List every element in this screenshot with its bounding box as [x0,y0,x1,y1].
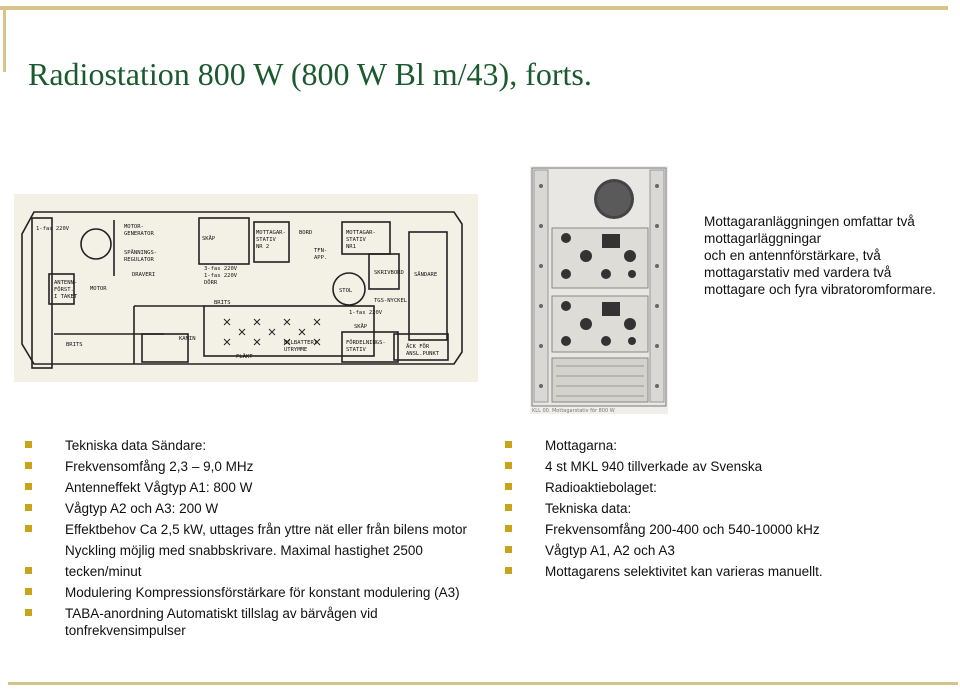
fp-label: STATIV [346,237,366,243]
receiver-specs-list [505,437,955,584]
fp-label: I TAKET [54,294,78,300]
list-item: Modulering Kompressionsförstärkare för konstant modulering (A3) [25,584,475,601]
photo-caption: KLL 00. Mottagarstativ för 800 W [532,408,615,414]
list-item: Mottagarna: [505,437,955,454]
fp-label: REGULATOR [124,257,154,263]
description-line: och en antennförstärkare, två [704,248,881,263]
bullet-icon [505,483,512,490]
page-title: Radiostation 800 W (800 W Bl m/43), forts. [28,56,592,92]
description-line: mottagarstativ med vardera två [704,265,892,280]
fp-label: FLÄKT [236,354,253,360]
transmitter-specs-list [25,437,475,643]
fp-label: BRITS [214,300,231,306]
fp-label: 1-fas 220V [204,273,238,279]
fp-label: STATIV [256,237,276,243]
fp-label: MOTOR [90,286,107,292]
fp-label: 3-fas 220V [204,266,238,272]
fp-label: SÄNDARE [414,272,438,278]
bottom-border [8,682,958,685]
bullet-icon [505,567,512,574]
fp-label: KAMIN [179,336,196,342]
list-item: Frekvensomfång 2,3 – 9,0 MHz [25,458,475,475]
list-item: TABA-anordning Automatiskt tillslag av bärvågen vid tonfrekvensimpulser [25,605,475,639]
fp-label: GENERATOR [124,231,154,237]
list-item: Frekvensomfång 200-400 och 540-10000 kHz [505,521,955,538]
description-line: mottagare och fyra vibratoromformare. [704,282,936,297]
bullet-icon [505,504,512,511]
fp-label: MOTOR- [124,224,144,230]
bullet-icon [505,525,512,532]
bullet-icon [505,546,512,553]
fp-label: STOL [339,288,353,294]
fp-label: NR 2 [256,244,270,250]
bullet-icon [25,567,32,574]
top-border [0,6,948,10]
bullet-icon [505,462,512,469]
list-item: Nyckling möjlig med snabbskrivare. Maximal hastighet 2500 [65,543,423,558]
list-item: Radioaktiebolaget: [505,479,955,496]
fp-label: ANSL.PUNKT [406,351,440,357]
bullet-icon [25,525,32,532]
fp-label: 1-fas 220V [36,226,70,232]
list-item: 4 st MKL 940 tillverkade av Svenska [505,458,955,475]
vehicle-floorplan-image [14,194,478,382]
left-border [3,6,6,72]
list-item: Mottagarens selektivitet kan varieras manuellt. [505,563,955,580]
fp-label: BRITS [66,342,83,348]
bullet-icon [25,504,32,511]
bullet-icon [25,483,32,490]
fp-label: DRAVERI [132,272,156,278]
fp-label: FÖRST. [54,287,74,293]
fp-label: APP. [314,255,328,261]
fp-label: TFN- [314,248,328,254]
fp-label: ÄCK FÖR [406,344,430,350]
fp-label: NR1 [346,244,356,250]
description-line: Mottagaranläggningen omfattar två [704,214,915,229]
list-item: Effektbehov Ca 2,5 kW, uttages från yttre nät eller från bilens motor [25,521,475,538]
fp-label: SKRIVBORD [374,270,404,276]
list-item: tecken/minut [25,563,475,580]
bullet-icon [25,441,32,448]
fp-label: SKÅP [202,236,216,242]
fp-label: UTRYMME [284,347,308,353]
receiver-rack-photo [530,166,668,414]
fp-label: SPÄNNINGS- [124,250,158,256]
bullet-icon [25,588,32,595]
list-item: Vågtyp A1, A2 och A3 [505,542,955,559]
bullet-icon [25,462,32,469]
bullet-icon [505,441,512,448]
fp-label: FÖRDELNINGS- [346,340,386,346]
fp-label: 1-fas 220V [349,310,383,316]
fp-label: TGS-NYCKEL [374,298,408,304]
fp-label: BILBATTERI [284,340,318,346]
fp-label: SKÅP [354,324,368,330]
bullet-icon [25,609,32,616]
fp-label: ANTENN- [54,280,78,286]
list-item: Tekniska data: [505,500,955,517]
receiver-description [704,213,954,298]
description-line: mottagarläggningar [704,231,822,246]
list-item: Antenneffekt Vågtyp A1: 800 W [25,479,475,496]
fp-label: MOTTAGAR- [256,230,286,236]
fp-label: STATIV [346,347,366,353]
fp-label: BORD [299,230,313,236]
list-item: Vågtyp A2 och A3: 200 W [25,500,475,517]
fp-label: MOTTAGAR- [346,230,376,236]
list-item: Tekniska data Sändare: [25,437,475,454]
fp-label: DÖRR [204,280,218,286]
